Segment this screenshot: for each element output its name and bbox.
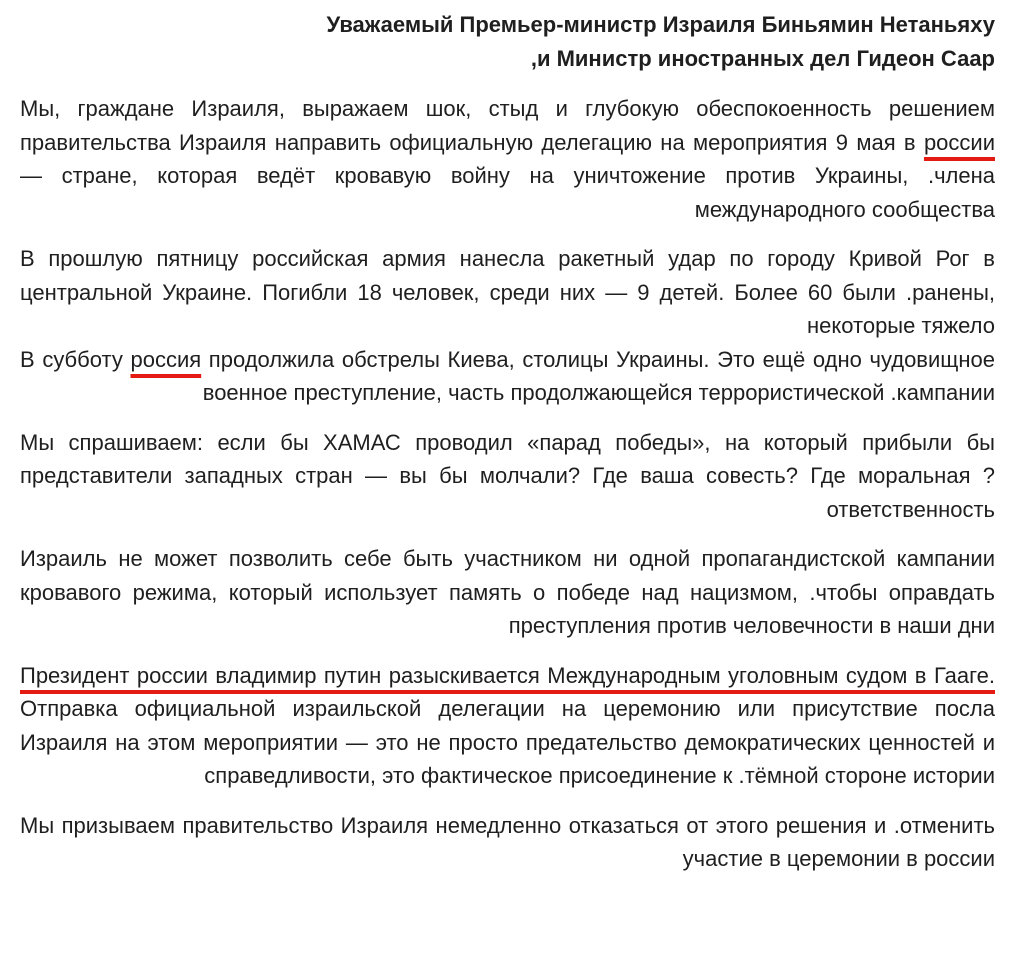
paragraph-call-to-cancel	[20, 809, 995, 876]
underlined-highlight-icc-sentence: Президент россии владимир путин разыскивается Международным уголовным судом в Гааге.	[20, 662, 995, 688]
paragraph-text: — стране, которая ведёт кровавую войну на уничтожение против Украины, .члена международного сообщества	[20, 163, 995, 222]
paragraph-hamas-question	[20, 426, 995, 527]
underlined-highlight-russia: россии	[923, 129, 995, 155]
paragraph-icc-warrant	[20, 659, 995, 793]
paragraph-text: продолжила обстрелы Киева, столицы Украины. Это ещё одно чудовищное военное преступление, часть продолжающейся террористической .кампании	[201, 346, 996, 405]
paragraph-kryvyi-rih-strike	[20, 242, 995, 343]
underlined-highlight-russia: россия	[130, 346, 202, 372]
letter-heading	[20, 8, 995, 76]
paragraph-text: Мы призываем правительство Израиля немедленно отказаться от этого решения и .отменить участие в церемонии в россии	[20, 812, 995, 871]
paragraph-delegation-shock	[20, 92, 995, 226]
paragraph-text: В прошлую пятницу российская армия нанесла ракетный удар по городу Кривой Рог в центральной Украине. Погибли 18 человек, среди них — 9 детей. Более 60 были .ранены, некоторые тяжело	[20, 246, 995, 338]
heading-line-addressee: Уважаемый Премьер-министр Израиля Биньямин Нетаньяху	[326, 12, 995, 37]
paragraph-propaganda-campaign	[20, 542, 995, 643]
heading-line-minister: ,и Министр иностранных дел Гидеон Саар	[530, 46, 995, 71]
paragraph-text: Израиль не может позволить себе быть участником ни одной пропагандистской кампании кровавого режима, который использует память о победе над нацизмом, .чтобы оправдать преступления против человечности в наши дни	[20, 546, 995, 638]
paragraph-kyiv-shelling	[20, 343, 995, 410]
paragraph-text: Мы спрашиваем: если бы ХАМАС проводил «парад победы», на который прибыли бы представители западных стран — вы бы молчали? Где ваша совесть? Где моральная ?ответственность	[20, 429, 995, 522]
paragraph-text: Мы, граждане Израиля, выражаем шок, стыд и глубокую обеспокоенность решением правительства Израиля направить официальную делегацию на мероприятия 9 мая в	[20, 96, 995, 155]
paragraph-text: Отправка официальной израильской делегации на церемонию или присутствие посла Израиля на этом мероприятии — это не просто предательство демократических ценностей и справедливости, это фактическое присоединение к .тёмной стороне истории	[20, 696, 995, 788]
paragraph-text: В субботу	[20, 346, 131, 372]
letter-document	[20, 8, 995, 876]
